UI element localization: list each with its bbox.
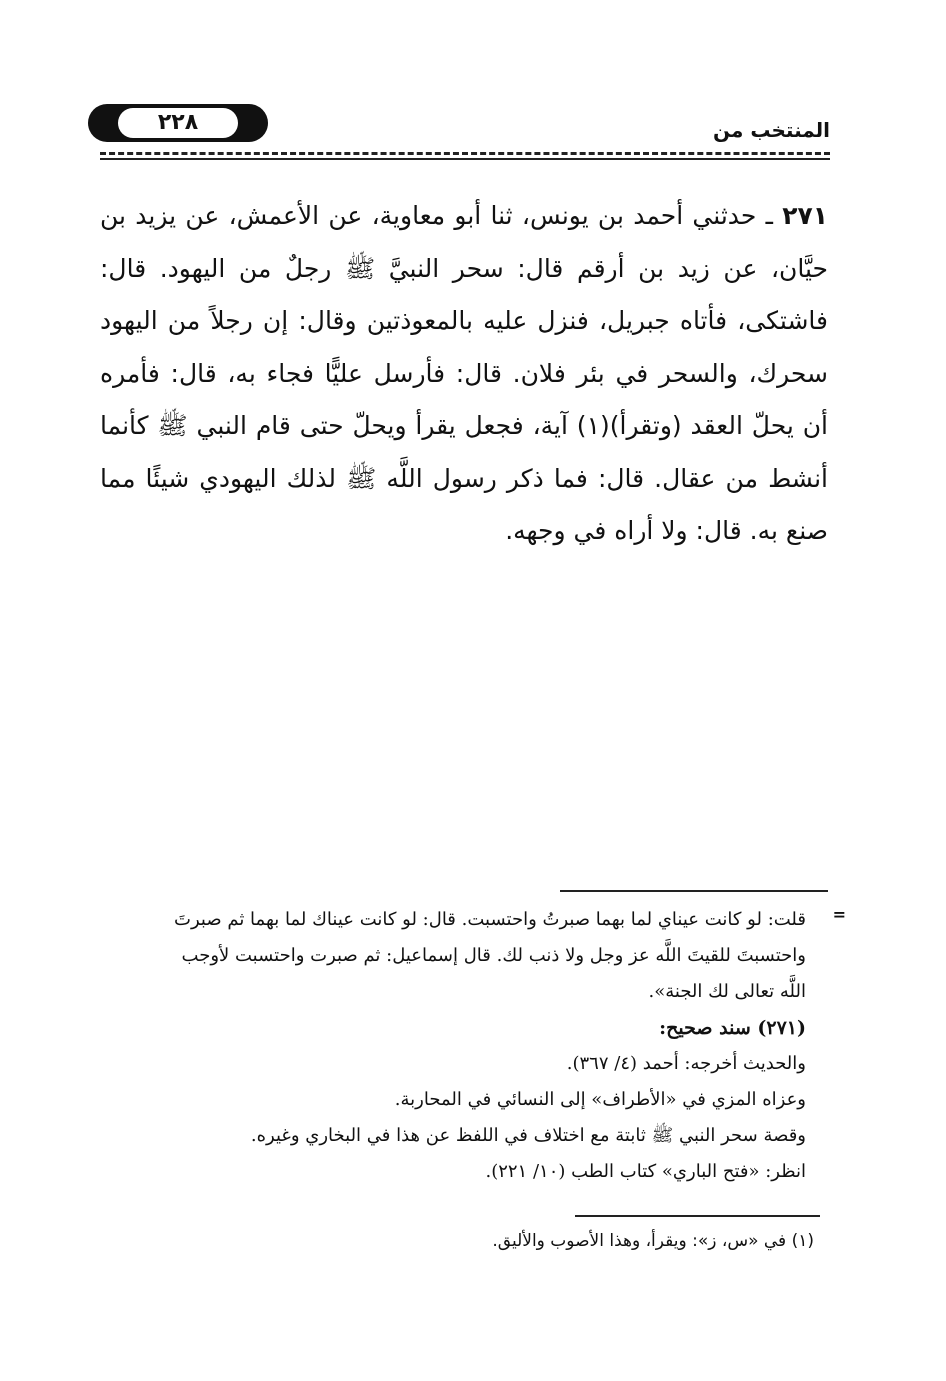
footnote: (١) في «س، ز»: ويقرأ، وهذا الأصوب والأليق. (492, 1231, 814, 1251)
running-title: المنتخب من (712, 118, 830, 142)
commentary-note: والحديث أخرجه: أحمد (٤/ ٣٦٧). (566, 1053, 806, 1074)
footnote-separator (575, 1215, 820, 1217)
commentary-line: اللَّه تعالى لك الجنة». (648, 981, 806, 1002)
commentary-note: وعزاه المزي في «الأطراف» إلى النسائي في المحاربة. (394, 1089, 806, 1110)
page-header (88, 104, 838, 150)
commentary-note: وقصة سحر النبي ﷺ ثابتة مع اختلاف في اللفظ عن هذا في البخاري وغيره. (250, 1125, 806, 1146)
commentary-separator (560, 890, 828, 892)
commentary-block (106, 902, 806, 1190)
header-solid-rule (100, 158, 830, 160)
sanad-heading: (٢٧١) سند صحيح: (659, 1017, 806, 1039)
page-number-badge (88, 104, 268, 142)
page-number: ٢٢٨ (118, 108, 238, 138)
hadith-body: ـ حدثني أحمد بن يونس، ثنا أبو معاوية، عن الأعمش، عن يزيد بن حيَّان، عن زيد بن أرقم قال: سحر النبيَّ ﷺ رجلٌ من اليهود. قال: فاشتكى، فأتاه جبريل، فنزل عليه بالمعوذتين وقال: إن رجلاً من اليهود سحرك، والسحر في بئر فلان. قال: فأرسل عليًّا فجاء به، قال: فأمره أن يحلّ العقد (وتقرأ)(١) آية، فجعل يقرأ ويحلّ حتى قام النبي ﷺ كأنما أنشط من عقال. قال: فما ذكر رسول اللَّه ﷺ لذلك اليهودي شيئًا مما صنع به. قال: ولا أراه في وجهه. (100, 201, 828, 545)
commentary-line: واحتسبتَ للقيتَ اللَّه عز وجل ولا ذنب لك. قال إسماعيل: ثم صبرت واحتسبت لأوجب (181, 945, 806, 966)
hadith-number: ٢٧١ (782, 201, 828, 230)
commentary-note: انظر: «فتح الباري» كتاب الطب (١٠/ ٢٢١). (485, 1161, 806, 1182)
continuation-mark: = (832, 905, 846, 924)
commentary-line: قلت: لو كانت عيناي لما بهما صبرتُ واحتسبت. قال: لو كانت عيناك لما بهما ثم صبرتَ (174, 909, 806, 930)
hadith-text (100, 190, 828, 558)
